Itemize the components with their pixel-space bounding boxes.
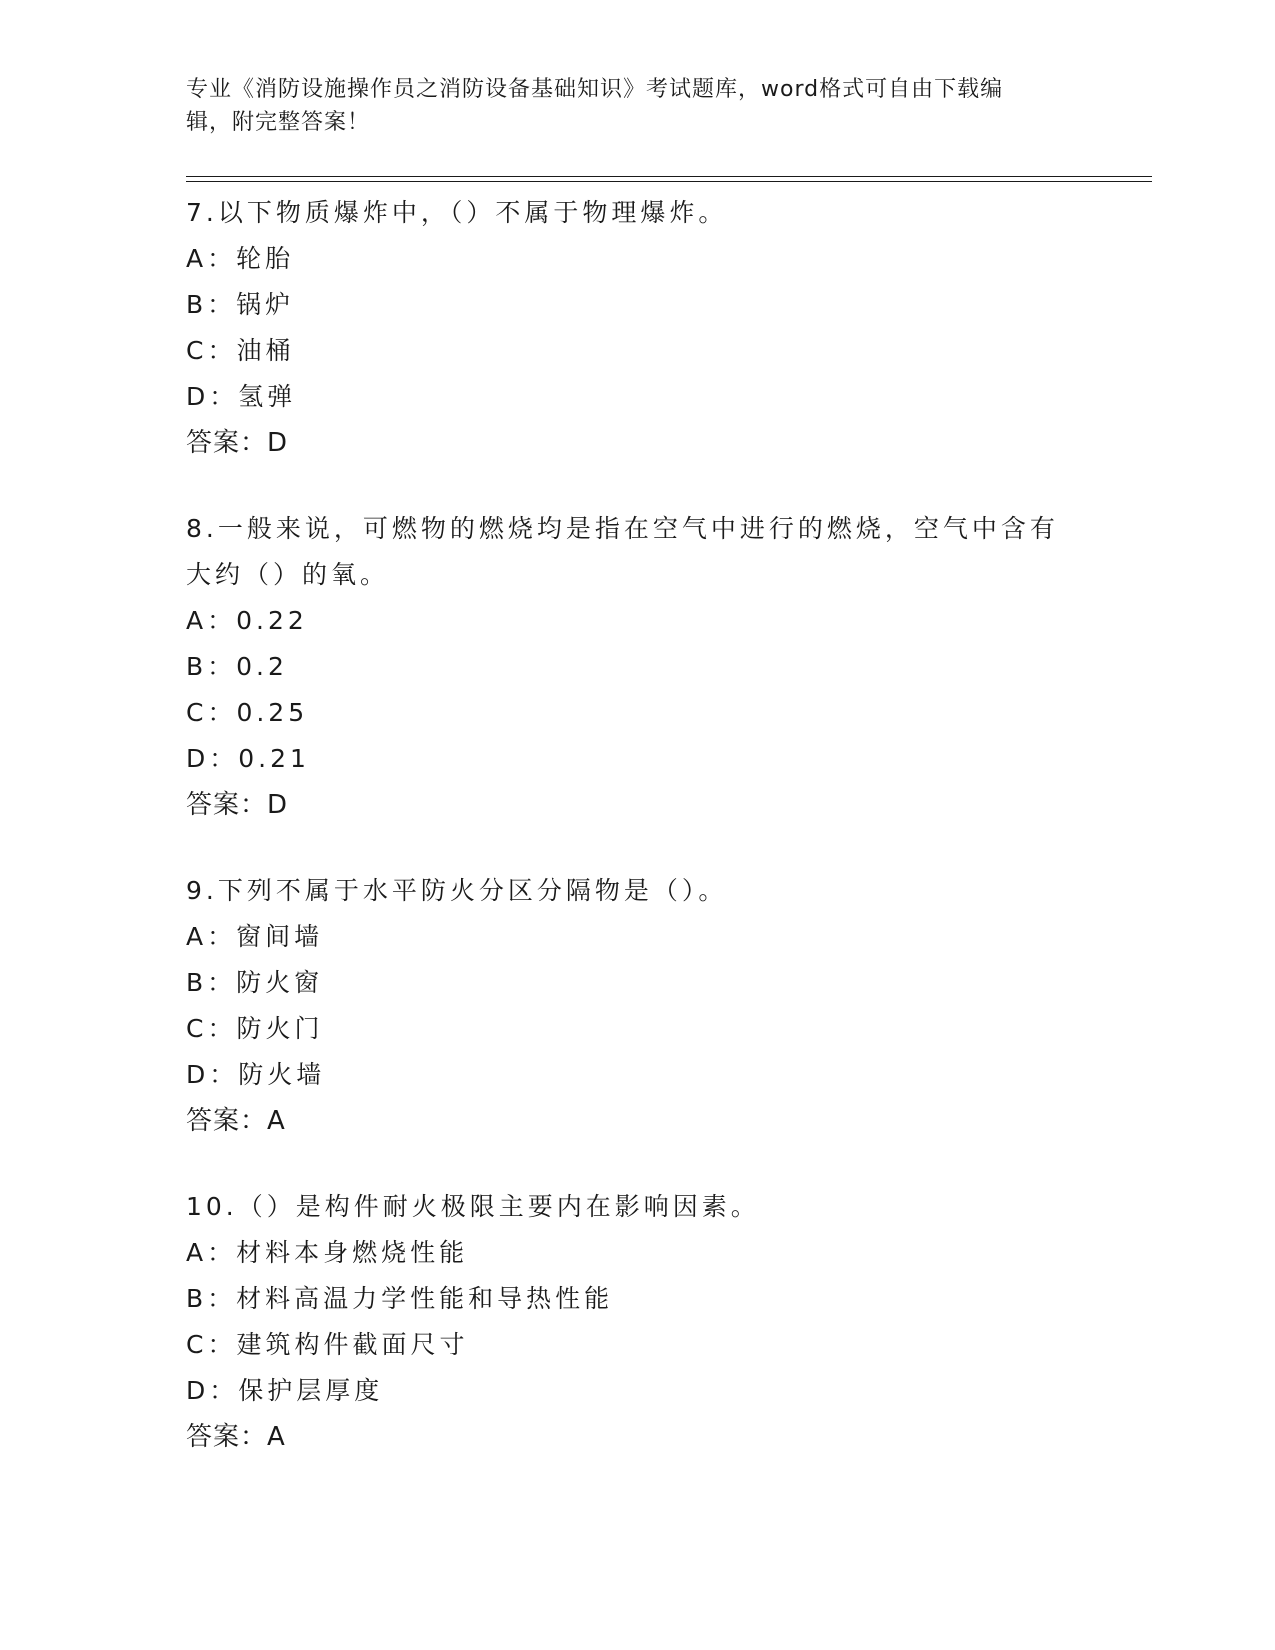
option-a: A：轮胎 bbox=[186, 244, 295, 273]
option-b: B：锅炉 bbox=[186, 290, 295, 319]
option-b: B：0.2 bbox=[186, 652, 288, 681]
answer-value: A bbox=[267, 1422, 285, 1452]
answer-label: 答案： bbox=[186, 1422, 268, 1452]
answer-line bbox=[186, 782, 1152, 828]
question-list bbox=[186, 190, 1152, 1500]
option-b: B：材料高温力学性能和导热性能 bbox=[186, 1284, 614, 1313]
answer-line bbox=[186, 1414, 1152, 1460]
question-8 bbox=[186, 506, 1152, 828]
option-d: D：氢弹 bbox=[186, 382, 297, 411]
answer-label: 答案： bbox=[186, 428, 268, 458]
answer-value: D bbox=[267, 428, 288, 458]
option-a: A：0.22 bbox=[186, 606, 308, 635]
header-line-1: 专业《消防设施操作员之消防设备基础知识》考试题库，word格式可自由下载编 bbox=[186, 77, 1004, 102]
header-divider-bottom bbox=[186, 181, 1152, 182]
question-9 bbox=[186, 868, 1152, 1144]
answer-label: 答案： bbox=[186, 1106, 268, 1136]
option-c: C：建筑构件截面尺寸 bbox=[186, 1330, 469, 1359]
question-stem: 9.下列不属于水平防火分区分隔物是（）。 bbox=[186, 876, 728, 905]
question-stem: 8.一般来说，可燃物的燃烧均是指在空气中进行的燃烧，空气中含有 bbox=[186, 514, 1059, 543]
question-stem: 10.（）是构件耐火极限主要内在影响因素。 bbox=[186, 1192, 760, 1221]
question-stem: 7.以下物质爆炸中，（）不属于物理爆炸。 bbox=[186, 198, 728, 227]
header-line-2: 辑，附完整答案！ bbox=[186, 110, 371, 135]
answer-value: D bbox=[267, 790, 288, 820]
option-a: A：材料本身燃烧性能 bbox=[186, 1238, 469, 1267]
option-d: D：防火墙 bbox=[186, 1060, 326, 1089]
answer-line bbox=[186, 420, 1152, 466]
question-10 bbox=[186, 1184, 1152, 1460]
option-d: D：保护层厚度 bbox=[186, 1376, 384, 1405]
option-c: C：防火门 bbox=[186, 1014, 324, 1043]
option-c: C：油桶 bbox=[186, 336, 295, 365]
answer-value: A bbox=[267, 1106, 285, 1136]
document-header bbox=[186, 73, 1066, 139]
question-stem-continued: 大约（）的氧。 bbox=[186, 560, 390, 589]
option-a: A：窗间墙 bbox=[186, 922, 324, 951]
answer-line bbox=[186, 1098, 1152, 1144]
option-d: D：0.21 bbox=[186, 744, 310, 773]
header-divider-top bbox=[186, 176, 1152, 177]
option-c: C：0.25 bbox=[186, 698, 309, 727]
answer-label: 答案： bbox=[186, 790, 268, 820]
question-7 bbox=[186, 190, 1152, 466]
option-b: B：防火窗 bbox=[186, 968, 324, 997]
